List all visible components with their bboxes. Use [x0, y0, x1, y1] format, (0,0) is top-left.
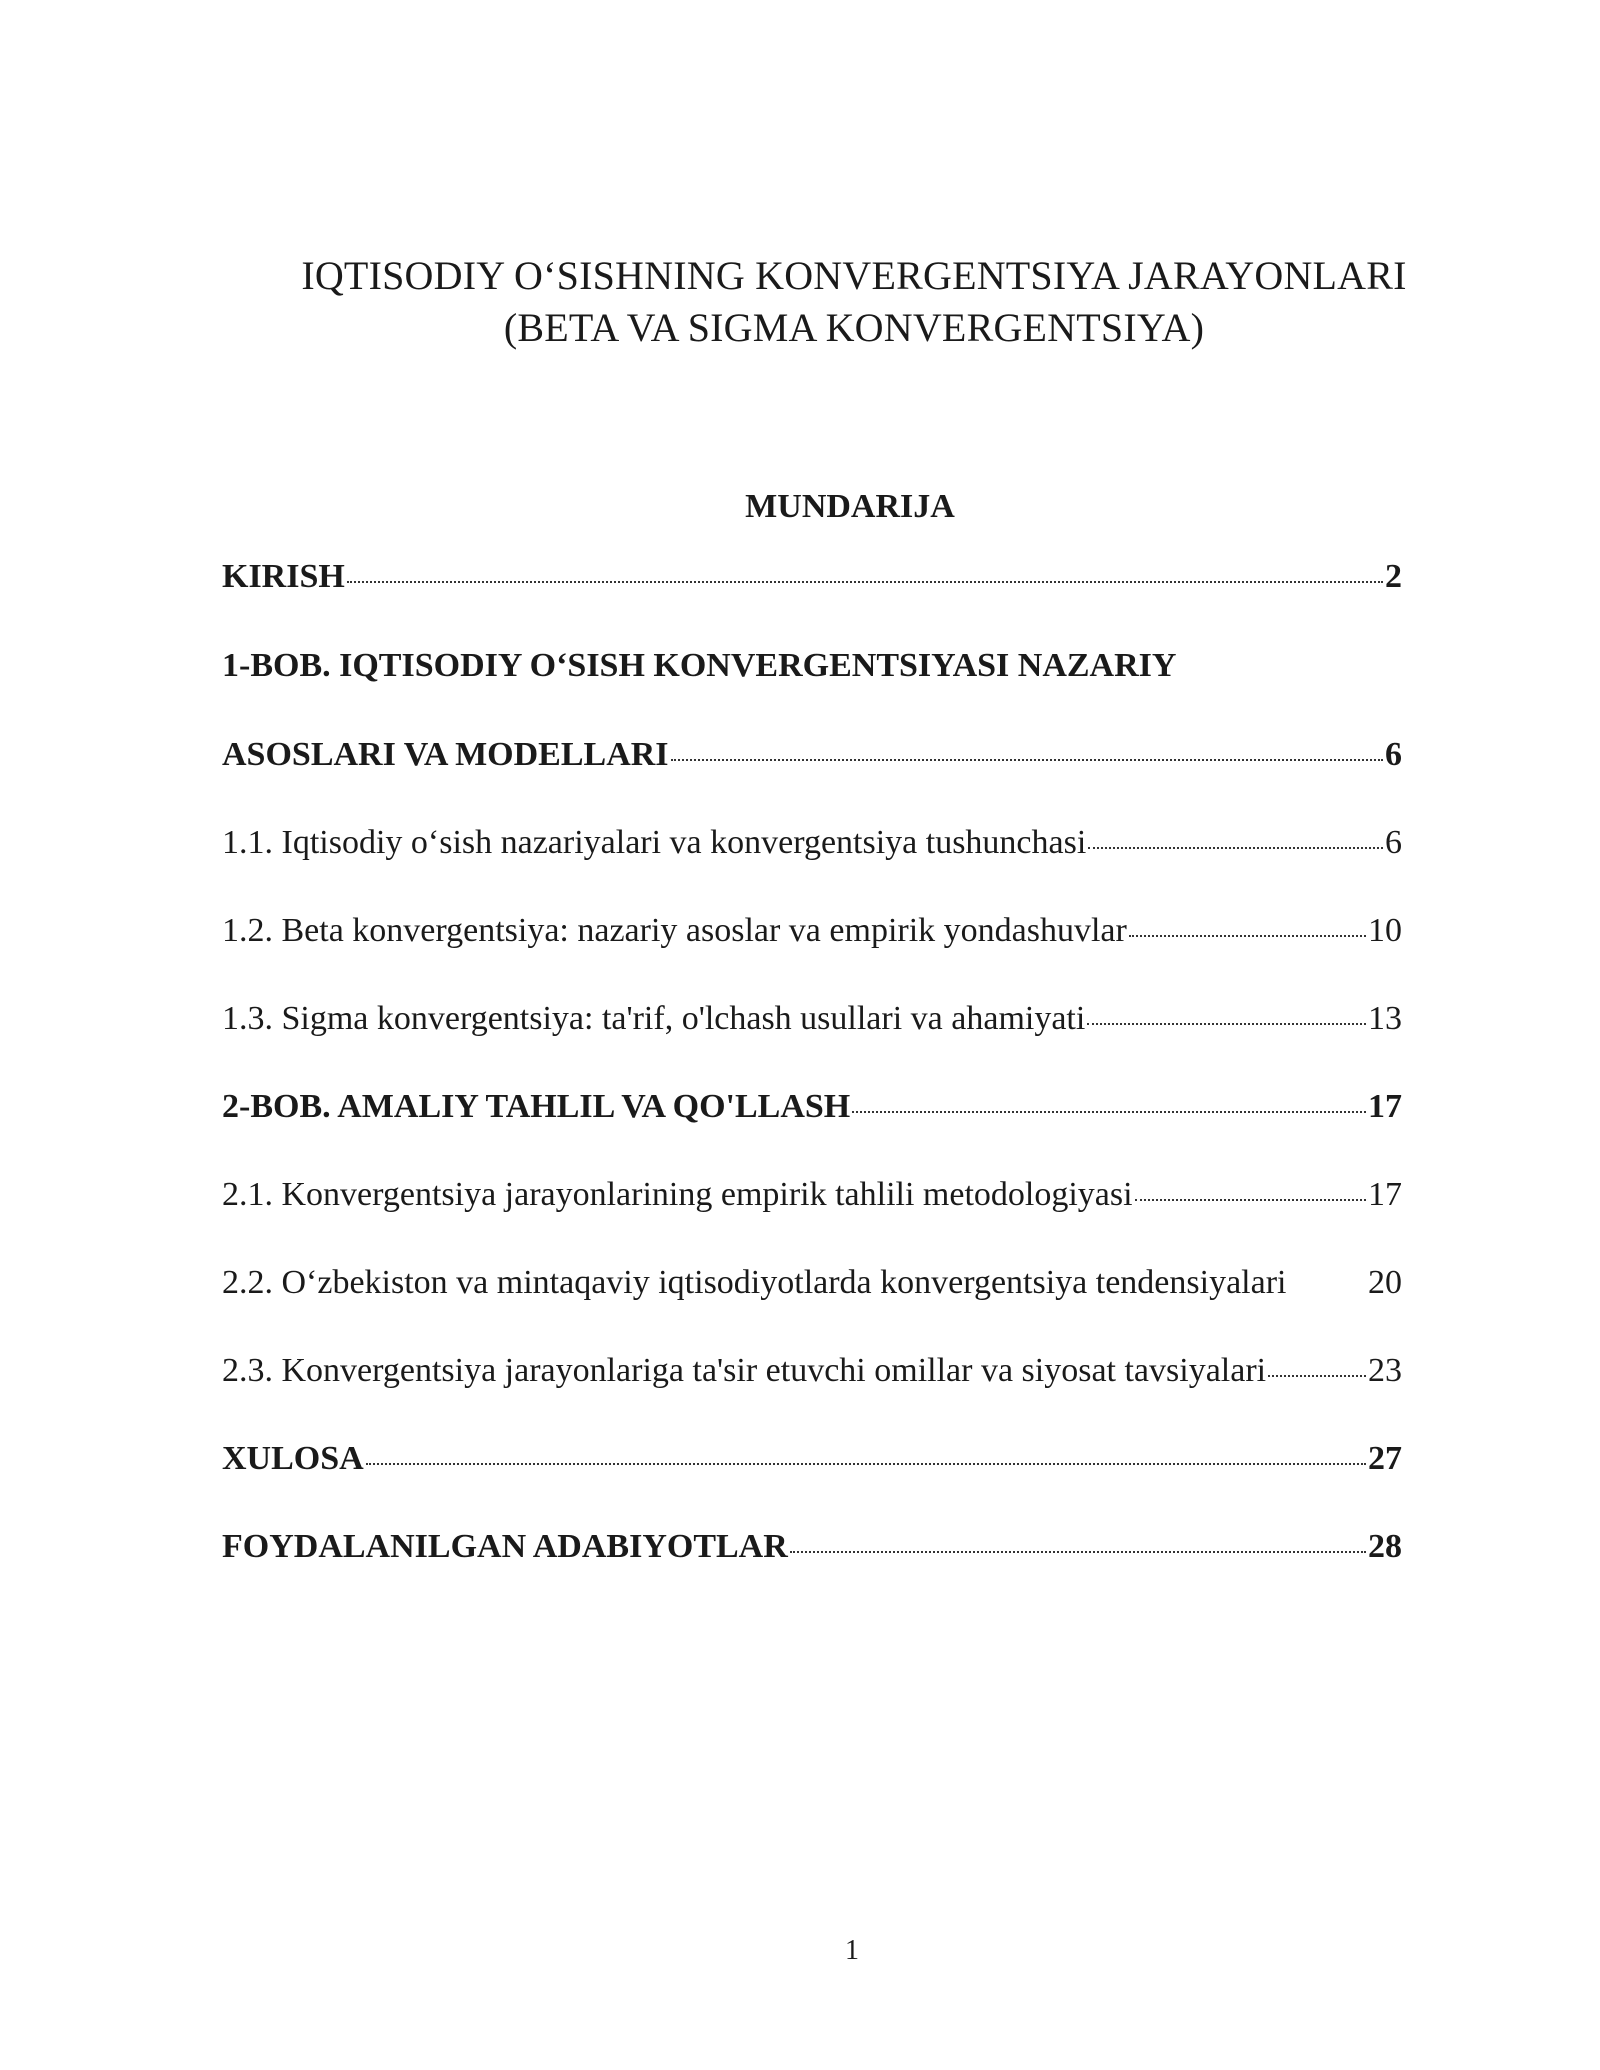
- toc-entry-label: XULOSA: [222, 1440, 364, 1477]
- toc-entry[interactable]: [222, 998, 1402, 1040]
- toc-entry[interactable]: [222, 1438, 1402, 1480]
- toc-dot-leader: [347, 581, 1383, 583]
- toc-entry-page-number: 6: [1385, 736, 1402, 773]
- toc-entry-label: 2.3. Konvergentsiya jarayonlariga ta'sir etuvchi omillar va siyosat tavsiyalari: [222, 1352, 1267, 1389]
- toc-dot-leader: [671, 759, 1383, 761]
- toc-entry[interactable]: [222, 645, 1402, 687]
- toc-entry[interactable]: [222, 1086, 1402, 1128]
- toc-entry[interactable]: [222, 822, 1402, 864]
- toc-entry-page-number: 17: [1368, 1088, 1402, 1125]
- toc-dot-leader: [790, 1551, 1366, 1553]
- toc-entry-label: 2-BOB. AMALIY TAHLIL VA QO'LLASH: [222, 1088, 851, 1125]
- toc-entry-page-number: 13: [1368, 1000, 1402, 1037]
- toc-heading: MUNDARIJA: [745, 488, 955, 525]
- document-title-line2: (BETA VA SIGMA KONVERGENTSIYA): [503, 305, 1205, 350]
- toc-entry[interactable]: [222, 556, 1402, 598]
- toc-entry-page-number: 27: [1368, 1440, 1402, 1477]
- toc-dot-leader: [1135, 1199, 1366, 1201]
- toc-entry-label: 1-BOB. IQTISODIY O‘SISH KONVERGENTSIYASI NAZARIY: [222, 647, 1177, 684]
- toc-entry[interactable]: [222, 1350, 1402, 1392]
- toc-entry-page-number: 10: [1368, 912, 1402, 949]
- toc-entry-page-number: 17: [1368, 1176, 1402, 1213]
- toc-entry-label: 1.1. Iqtisodiy o‘sish nazariyalari va konvergentsiya tushunchasi: [222, 824, 1087, 861]
- toc-entry-label: ASOSLARI VA MODELLARI: [222, 736, 669, 773]
- toc-entry-label: KIRISH: [222, 558, 345, 595]
- toc-entry-page-number: 28: [1368, 1528, 1402, 1565]
- toc-dot-leader: [1268, 1375, 1366, 1377]
- page-number: 1: [845, 1935, 859, 1966]
- toc-entry[interactable]: [222, 734, 1402, 776]
- toc-entry-page-number: 23: [1368, 1352, 1402, 1389]
- toc-entry[interactable]: [222, 1526, 1402, 1568]
- toc-entry[interactable]: [222, 1262, 1402, 1304]
- toc-entry-page-number: 2: [1385, 558, 1402, 595]
- toc-entry-page-number: 20: [1368, 1264, 1402, 1301]
- toc-entry-label: 1.3. Sigma konvergentsiya: ta'rif, o'lchash usullari va ahamiyati: [222, 1000, 1086, 1037]
- toc-entry-label: 2.2. O‘zbekiston va mintaqaviy iqtisodiyotlarda konvergentsiya tendensiyalari: [222, 1264, 1287, 1301]
- toc-entry[interactable]: [222, 910, 1402, 952]
- toc-dot-leader: [366, 1463, 1366, 1465]
- toc-entry-label: FOYDALANILGAN ADABIYOTLAR: [222, 1528, 788, 1565]
- toc-dot-leader: [1088, 847, 1383, 849]
- toc-dot-leader: [1129, 935, 1366, 937]
- toc-entry-label: 2.1. Konvergentsiya jarayonlarining empirik tahlili metodologiyasi: [222, 1176, 1133, 1213]
- toc-entry-page-number: 6: [1385, 824, 1402, 861]
- toc-entry[interactable]: [222, 1174, 1402, 1216]
- toc-entry-label: 1.2. Beta konvergentsiya: nazariy asoslar va empirik yondashuvlar: [222, 912, 1127, 949]
- toc-dot-leader: [1087, 1023, 1366, 1025]
- document-title-line1: IQTISODIY O‘SISHNING KONVERGENTSIYA JARAYONLARI: [301, 253, 1407, 298]
- toc-dot-leader: [852, 1111, 1366, 1113]
